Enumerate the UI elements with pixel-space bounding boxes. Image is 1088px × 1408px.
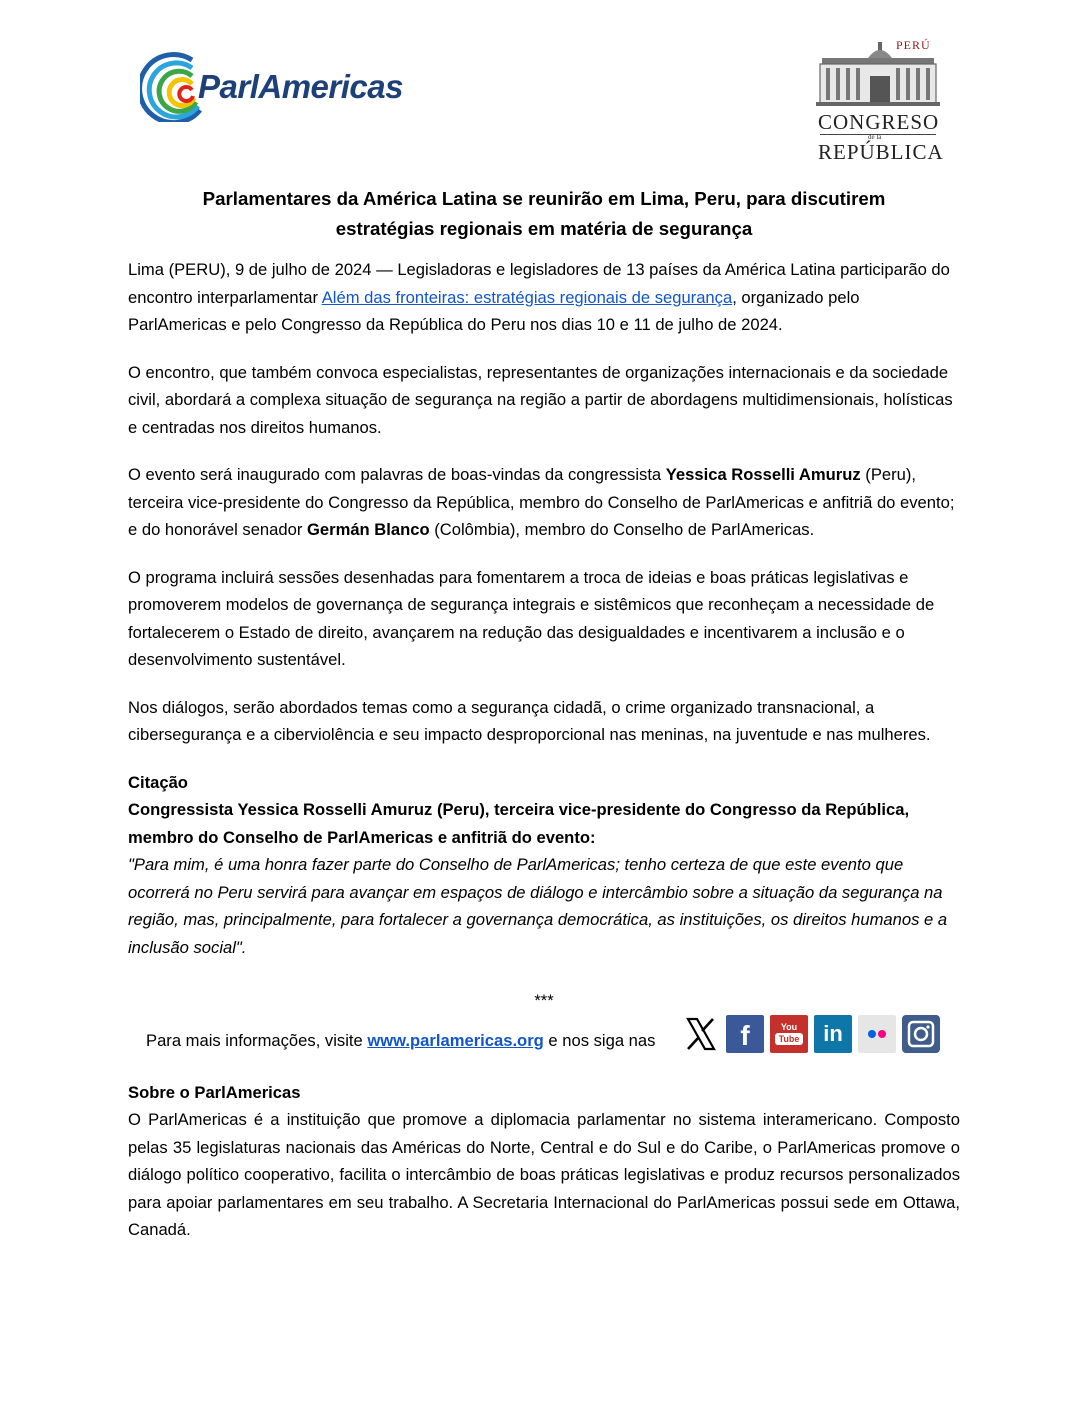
flickr-icon[interactable] (858, 1015, 896, 1053)
flickr-pink-dot (878, 1030, 886, 1038)
quote-label: Citação (128, 772, 188, 792)
congreso-dela: de la (868, 133, 882, 141)
intro-text: Lima (PERU), 9 de julho de 2024 — Legisladoras e legisladores de 13 países da América Latina participarão do encontro interparlamentar (128, 260, 950, 307)
follow-text (146, 1027, 655, 1055)
paragraph-meeting: O encontro, que também convoca especialistas, representantes de organizações internacionais e da sociedade civil, abordará a complexa situação de segurança na região a partir de abordagens multidimensionais, holísticas e centradas nos direitos humanos. (128, 362, 953, 437)
youtube-tube-text: Tube (775, 1033, 803, 1045)
paragraph-program: O programa incluirá sessões desenhadas para fomentarem a troca de ideias e boas práticas legislativas e promoverem modelos de governança de segurança integrais e sistêmicos que reconheçam a necessidade de fortalecerem o Estado de direito, avançarem na redução das desigualdades e incentivarem a inclusão e o desenvolvimento sustentável. (128, 567, 935, 669)
title-line-2: estratégias regionais em matéria de segurança (335, 218, 753, 239)
opening-text-3: (Colômbia), membro do Conselho de ParlAmericas. (429, 520, 815, 539)
page-title (128, 184, 960, 244)
paragraph-topics: Nos diálogos, serão abordados temas como a segurança cidadã, o crime organizado transnacional, a cibersegurança e a ciberviolência e seu impacto desproporcional nas meninas, na juventude e nas mulheres. (128, 697, 931, 744)
youtube-you-text: You (780, 1021, 798, 1032)
website-link[interactable]: www.parlamericas.org (367, 1030, 544, 1050)
x-icon[interactable] (682, 1015, 720, 1053)
congreso-logo (812, 36, 944, 166)
congreso-line1: CONGRESO (818, 110, 940, 134)
instagram-icon[interactable] (902, 1015, 940, 1053)
facebook-icon[interactable]: f (726, 1015, 764, 1053)
follow-before: Para mais informações, visite (146, 1030, 368, 1050)
opening-text-1: O evento será inaugurado com palavras de boas-vindas da congressista (128, 465, 666, 484)
opening-text-2: (Peru), terceira vice-presidente do Congresso da República, membro do Conselho de ParlAmericas e anfitriã do evento; e do honorável senador (128, 465, 955, 539)
quote-speaker: Congressista Yessica Rosselli Amuruz (Peru), terceira vice-presidente do Congresso da República, membro do Conselho de ParlAmericas e anfitriã do evento: (128, 800, 910, 847)
follow-line (128, 1015, 960, 1059)
linkedin-icon[interactable]: in (814, 1015, 852, 1053)
paragraph-opening (128, 461, 960, 544)
event-link[interactable]: Além das fronteiras: estratégias regionais de segurança (321, 287, 733, 307)
speaker-name-rosselli: Yessica Rosselli Amuruz (665, 465, 861, 484)
follow-after: e nos siga nas (543, 1030, 656, 1050)
about-heading: Sobre o ParlAmericas (128, 1082, 301, 1102)
speaker-name-blanco: Germán Blanco (306, 520, 430, 539)
quote-text: "Para mim, é uma honra fazer parte do Conselho de ParlAmericas; tenho certeza de que este evento que ocorrerá no Peru servirá para avançar em espaços de diálogo e intercâmbio sobre a situação da segurança na região, mas, principalmente, para fortalecer a governança democrática, as instituições, os direitos humanos e a inclusão social". (128, 855, 948, 957)
congreso-line2: REPÚBLICA (818, 140, 944, 164)
parlamericas-logo (140, 48, 430, 122)
intro-text-end: , organizado pelo ParlAmericas e pelo Congresso da República do Peru nos dias 10 e 11 de julho de 2024. (128, 287, 860, 334)
title-line-1: Parlamentares da América Latina se reunirão em Lima, Peru, para discutirem (202, 188, 886, 209)
flickr-blue-dot (868, 1030, 876, 1038)
paragraph-intro (128, 256, 960, 339)
section-separator: *** (534, 991, 554, 1010)
congreso-country-label: PERÚ (896, 38, 931, 52)
youtube-icon[interactable] (770, 1015, 808, 1053)
document-body (128, 184, 960, 1244)
parlamericas-logo-text: ParlAmericas (198, 68, 403, 105)
about-text: O ParlAmericas é a instituição que promove a diplomacia parlamentar no sistema interamericano. Composto pelas 35 legislaturas nacionais das Américas do Norte, Central e do Sul e do Caribe, o ParlAmericas promove o diálogo político cooperativo, facilita o intercâmbio de boas práticas legislativas e produz recursos personalizados para apoiar parlamentares em seu trabalho. A Secretaria Internacional do ParlAmericas possui sede em Ottawa, Canadá. (128, 1110, 960, 1239)
